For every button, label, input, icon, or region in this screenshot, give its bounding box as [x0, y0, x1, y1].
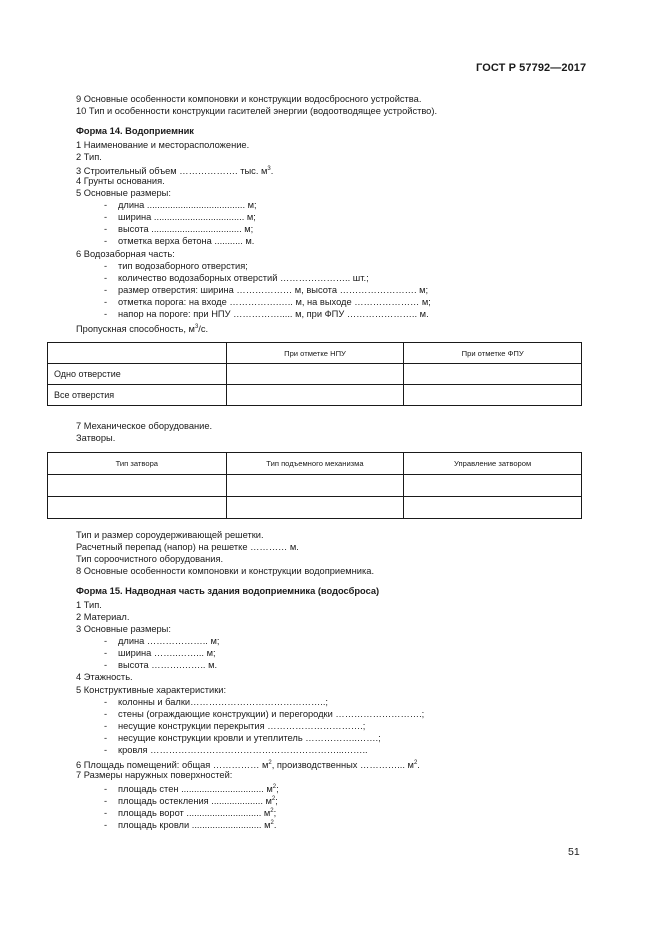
- list-item: - стены (ограждающие конструкции) и перегородки ……………………….;: [104, 709, 425, 719]
- text-line: 6 Площадь помещений: общая …………… $м^2$, производственных …………... $м^2$.: [76, 760, 420, 771]
- text-line: 7 Размеры наружных поверхностей:: [76, 770, 233, 780]
- list-item: - размер отверстия: ширина ……………… м, высота ……………………. м;: [104, 285, 429, 295]
- list-item: - количество водозаборных отверстий ………………….. шт.;: [104, 273, 369, 283]
- table-header: При отметке НПУ: [226, 343, 404, 364]
- table-cell: [404, 364, 582, 385]
- text-line: 8 Основные особенности компоновки и конструкции водоприемника.: [76, 566, 375, 576]
- text-line: Тип и размер сороудерживающей решетки.: [76, 530, 264, 540]
- table-cell: [226, 497, 404, 519]
- table-cell: [226, 475, 404, 497]
- table-header: Тип подъемного механизма: [226, 453, 404, 475]
- table-cell: Все отверстия: [48, 385, 227, 406]
- table-cell: [404, 497, 582, 519]
- text-line: 1 Тип.: [76, 600, 102, 610]
- page-number: 51: [568, 846, 580, 858]
- text-line: 2 Тип.: [76, 152, 102, 162]
- text-line: Пропускная способность, $м^3/с$.: [76, 324, 209, 335]
- table-header: При отметке ФПУ: [404, 343, 582, 364]
- text-line: 3 Основные размеры:: [76, 624, 171, 634]
- table-row: [48, 497, 582, 519]
- form14-title: Форма 14. Водоприемник: [76, 126, 194, 136]
- list-item: - ширина ……..……... м;: [104, 648, 216, 658]
- table-header: [48, 343, 227, 364]
- list-item: - площадь ворот ............................. $м^2$;: [104, 808, 277, 819]
- text-line: Затворы.: [76, 433, 116, 443]
- text-line: 1 Наименование и месторасположение.: [76, 140, 250, 150]
- list-item: - несущие конструкции кровли и утеплитель ……………..…….;: [104, 733, 381, 743]
- list-item: - кровля ……………………………………………………...……..: [104, 745, 368, 755]
- list-item: - ширина ................................... м;: [104, 212, 256, 222]
- text-line: 6 Водозаборная часть:: [76, 249, 175, 259]
- list-item: - колонны и балки……………………………………..;: [104, 697, 329, 707]
- list-item: - тип водозаборного отверстия;: [104, 261, 248, 271]
- table-header: Управление затвором: [404, 453, 582, 475]
- list-item: - длина ……………….. м;: [104, 636, 220, 646]
- table-row: [48, 385, 582, 406]
- text-line: 9 Основные особенности компоновки и конструкции водосбросного устройства.: [76, 94, 422, 104]
- form15-title: Форма 15. Надводная часть здания водоприемника (водосброса): [76, 586, 380, 596]
- list-item: - площадь остекления .................... $м^2$;: [104, 796, 278, 807]
- table-cell: [404, 475, 582, 497]
- text-line: 5 Конструктивные характеристики:: [76, 685, 227, 695]
- document-code: ГОСТ Р 57792—2017: [476, 62, 587, 74]
- text-line: 4 Этажность.: [76, 672, 133, 682]
- text-line: 4 Грунты основания.: [76, 176, 165, 186]
- table-cell: [404, 385, 582, 406]
- text-line: Тип сороочистного оборудования.: [76, 554, 224, 564]
- text-line: Расчетный перепад (напор) на решетке ………… м.: [76, 542, 299, 552]
- table-cell: [48, 497, 227, 519]
- throughput-table: [47, 342, 582, 406]
- table-row: [48, 364, 582, 385]
- text-line: 10 Тип и особенности конструкции гасителей энергии (водоотводящее устройство).: [76, 106, 438, 116]
- list-item: - высота ................................... м;: [104, 224, 254, 234]
- text-line: 3 Строительный объем ………………. тыс. $м^3$.: [76, 166, 274, 177]
- table-cell: [226, 385, 404, 406]
- table-cell: [48, 475, 227, 497]
- text-line: 2 Материал.: [76, 612, 130, 622]
- table-cell: Одно отверстие: [48, 364, 227, 385]
- table-cell: [226, 364, 404, 385]
- text-line: 7 Механическое оборудование.: [76, 421, 213, 431]
- list-item: - длина ...................................... м;: [104, 200, 257, 210]
- list-item: - высота ……….…….. м.: [104, 660, 218, 670]
- table-row: [48, 475, 582, 497]
- gates-table: [47, 452, 582, 519]
- list-item: - отметка верха бетона ........... м.: [104, 236, 255, 246]
- list-item: - отметка порога: на входе …………….….. м, на выходе ………………… м;: [104, 297, 431, 307]
- list-item: - напор на пороге: при НПУ ……………..... м, при ФПУ ………………….. м.: [104, 309, 429, 319]
- text-line: 5 Основные размеры:: [76, 188, 171, 198]
- table-header: Тип затвора: [48, 453, 227, 475]
- list-item: - площадь стен ................................ $м^2$;: [104, 784, 279, 795]
- list-item: - площадь кровли ........................... $м^2$.: [104, 820, 277, 831]
- list-item: - несущие конструкции перекрытия ………………………….;: [104, 721, 366, 731]
